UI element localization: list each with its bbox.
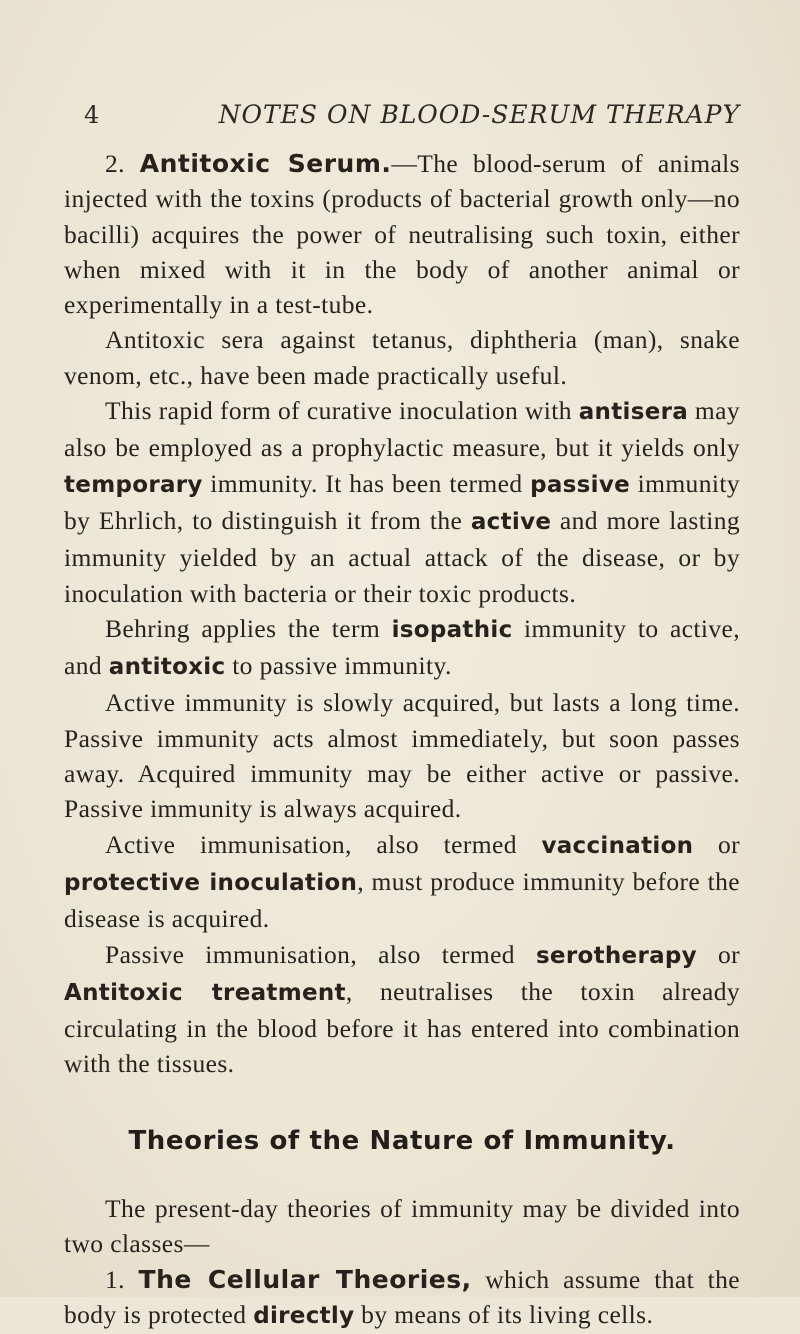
emphasis-vaccination: vaccination [541,832,694,859]
emphasis-antitoxic: antitoxic [108,654,226,681]
paragraph-active-immunisation [64,827,740,937]
paragraph-theories-intro [64,1191,740,1262]
text-run: , neutralises the toxin already circulating in the blood before it has entered into combination with the tissues. [64,976,740,1079]
emphasis-directly: directly [253,1302,355,1329]
paragraph-heading: The Cellular Theories, [138,1264,472,1294]
text-run: immunity by Ehrlich, to distinguish it from the [64,468,740,535]
text-run: immunity. It has been termed [202,468,531,498]
paragraph-passive-immunisation [64,937,740,1082]
emphasis-antisera: antisera [578,399,689,426]
emphasis-isopathic: isopathic [391,616,513,643]
text-run: by means of its living cells. [354,1299,654,1329]
paragraph-text: Antitoxic sera against tetanus, diphtheria (man), snake venom, etc., have been made practically useful. [64,325,740,390]
paragraph-text: —The blood-serum of animals injected with the toxins (products of bacterial growth only—no bacilli) acquires the power of neutralising such toxin, either when mixed with it in the body of another animal or experimentally in a test-tube. [64,149,740,320]
paragraph-text: The present-day theories of immunity may be divided into two classes— [64,1194,740,1259]
page-number: 4 [84,101,101,129]
paragraph-antitoxic-sera [64,322,740,393]
emphasis-active: active [470,508,552,535]
text-run: Passive immunisation, also termed [105,939,536,969]
text-run: Active immunisation, also termed [105,829,542,859]
paragraph-text: Active immunity is slowly acquired, but lasts a long time. Passive immunity acts almost immediately, but soon passes away. Acquired immunity may be either active or passive. Passive immunity is always acquired. [64,688,740,824]
text-run: to passive immunity. [225,651,452,681]
paragraph-behring [64,611,740,686]
paragraph-number: 1. [105,1264,125,1294]
text-run: may also be employed as a prophylactic measure, but it yields only [64,396,740,463]
text-run: immunity to active, and [64,613,740,681]
running-head [64,100,740,146]
running-title: NOTES ON BLOOD-SERUM THERAPY [218,100,740,129]
paragraph-cellular-theories [64,1262,740,1334]
text-run: , must produce immunity before the disease is acquired. [64,866,740,934]
text-run: Behring applies the term [105,613,392,643]
emphasis-passive: passive [530,471,631,498]
emphasis-protective-inoculation: protective inoculation [64,869,358,896]
text-run: or [696,939,740,969]
paragraph-active-vs-passive [64,685,740,826]
text-run: or [693,829,740,859]
text-run: which assume that the body is protected [64,1264,741,1329]
emphasis-serotherapy: serotherapy [535,942,697,969]
text-run: and more lasting immunity yielded by an actual attack of the disease, or by inoculation with bacteria or their toxic products. [64,505,740,608]
emphasis-temporary: temporary [64,471,203,498]
paragraph-heading: Antitoxic Serum. [139,149,392,178]
paragraph-passive-immunity [64,393,740,611]
emphasis-antitoxic-treatment: Antitoxic treatment [64,979,346,1006]
body-text [64,146,740,1334]
paragraph-number: 2. [105,149,125,178]
text-run: This rapid form of curative inoculation with [105,396,579,426]
section-heading: Theories of the Nature of Immunity. [128,1125,676,1156]
paragraph-antitoxic-serum [64,146,740,322]
